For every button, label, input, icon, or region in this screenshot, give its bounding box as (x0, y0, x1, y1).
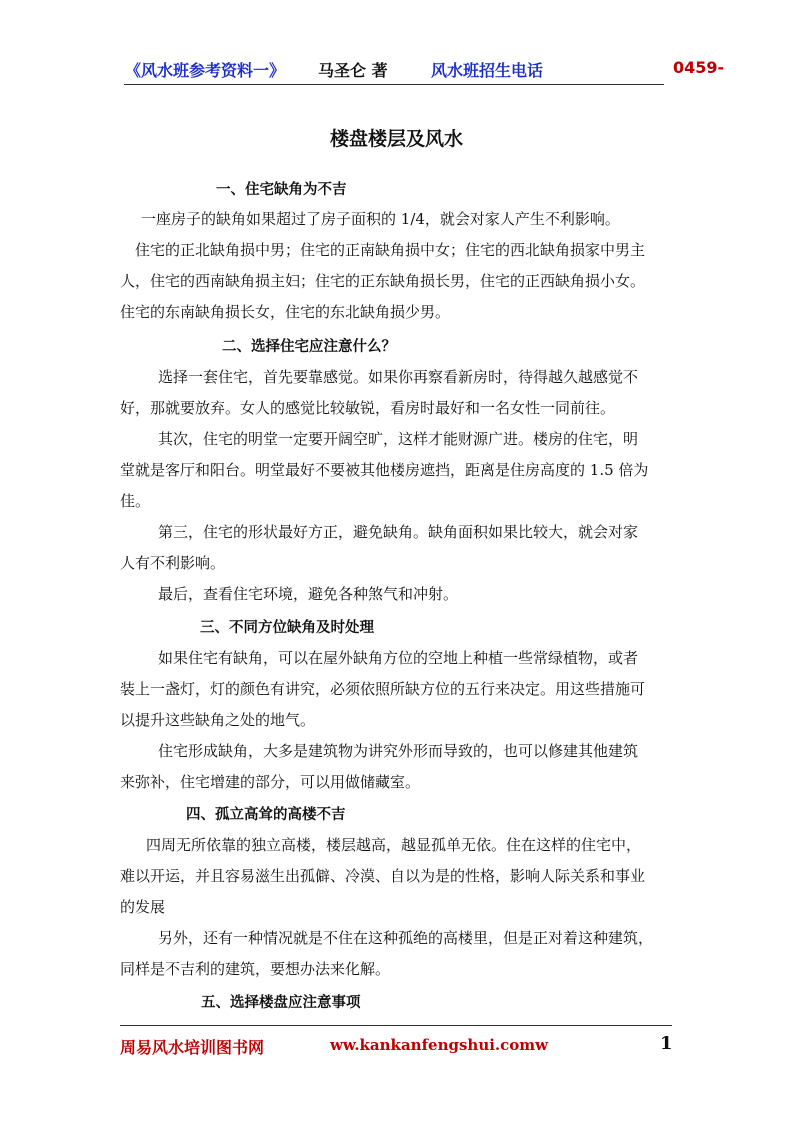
paragraph-line: 的发展 (120, 898, 166, 916)
section-heading-5: 五、选择楼盘应注意事项 (201, 995, 361, 1011)
section-heading-1: 一、住宅缺角为不吉 (216, 182, 347, 198)
paragraph-line: 四周无所依靠的独立高楼，楼层越高，越显孤单无依。住在这样的住宅中， (146, 836, 642, 854)
footer-divider (120, 1025, 672, 1026)
paragraph-line: 如果住宅有缺角，可以在屋外缺角方位的空地上种植一些常绿植物，或者 (158, 649, 639, 667)
paragraph-line: 一座房子的缺角如果超过了房子面积的 1/4，就会对家人产生不利影响。 (141, 210, 620, 228)
paragraph-line: 住宅的东南缺角损长女，住宅的东北缺角损少男。 (120, 303, 451, 321)
paragraph-line: 人，住宅的西南缺角损主妇；住宅的正东缺角损长男，住宅的正西缺角损小女。 (120, 272, 646, 290)
header-divider (124, 84, 664, 85)
paragraph-line: 住宅形成缺角，大多是建筑物为讲究外形而导致的，也可以修建其他建筑 (158, 742, 639, 760)
header-phone: 0459- (673, 58, 725, 77)
paragraph-line: 第三，住宅的形状最好方正，避免缺角。缺角面积如果比较大，就会对家 (158, 523, 639, 541)
paragraph-line: 以提升这些缺角之处的地气。 (120, 711, 316, 729)
paragraph-line: 同样是不吉利的建筑，要想办法来化解。 (120, 960, 391, 978)
paragraph-line: 选择一套住宅，首先要靠感觉。如果你再察看新房时，待得越久越感觉不 (158, 368, 639, 386)
paragraph-line: 难以开运，并且容易滋生出孤僻、冷漠、自以为是的性格，影响人际关系和事业 (120, 867, 646, 885)
paragraph-line: 堂就是客厅和阳台。明堂最好不要被其他楼房遮挡，距离是住房高度的 1.5 倍为 (120, 461, 649, 479)
paragraph-line: 来弥补，住宅增建的部分，可以用做储藏室。 (120, 773, 421, 791)
section-heading-4: 四、孤立高耸的高楼不吉 (186, 807, 346, 823)
paragraph-line: 住宅的正北缺角损中男；住宅的正南缺角损中女；住宅的西北缺角损家中男主 (135, 241, 646, 259)
page-number: 1 (660, 1033, 673, 1054)
section-heading-2: 二、选择住宅应注意什么？ (222, 339, 396, 355)
header-book-title: 《风水班参考资料一》 (125, 61, 286, 80)
footer-url[interactable]: ww.kankanfengshui.comw (330, 1036, 549, 1054)
section-heading-3: 三、不同方位缺角及时处理 (200, 620, 374, 636)
header-author: 马圣仑 著 (318, 61, 388, 80)
footer-site-name: 周易风水培训图书网 (120, 1038, 265, 1057)
page-title: 楼盘楼层及风水 (329, 128, 463, 150)
paragraph-line: 佳。 (120, 492, 151, 510)
paragraph-line: 人有不利影响。 (120, 554, 226, 572)
paragraph-line: 另外，还有一种情况就是不住在这种孤绝的高楼里，但是正对着这种建筑， (158, 929, 654, 947)
page-header (125, 58, 725, 82)
paragraph-line: 好，那就要放弃。女人的感觉比较敏锐，看房时最好和一名女性一同前往。 (120, 399, 616, 417)
header-phone-label: 风水班招生电话 (431, 61, 544, 80)
paragraph-line: 最后，查看住宅环境，避免各种煞气和冲射。 (158, 585, 459, 603)
paragraph-line: 其次，住宅的明堂一定要开阔空旷，这样才能财源广进。楼房的住宅，明 (158, 430, 639, 448)
paragraph-line: 装上一盏灯，灯的颜色有讲究，必须依照所缺方位的五行来决定。用这些措施可 (120, 680, 646, 698)
